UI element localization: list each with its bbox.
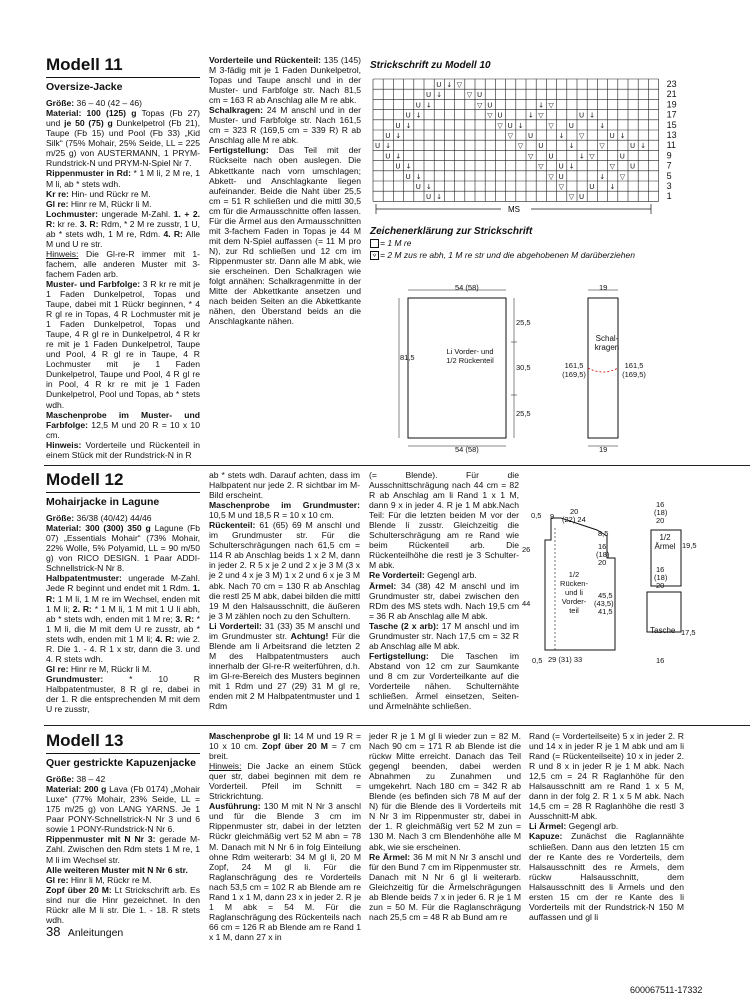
chart-symbol: U — [548, 152, 554, 161]
chart-symbol: U — [538, 142, 544, 151]
chart-symbol: ▽ — [497, 121, 503, 130]
chart-symbol: U — [568, 121, 574, 130]
s2-u: 19,5 — [682, 541, 697, 550]
s2-d: (22) 24 — [562, 515, 586, 524]
chart-symbol: U — [619, 152, 625, 161]
chart-symbol: ↓ — [426, 101, 432, 110]
s2-w: (18) — [654, 573, 668, 582]
decrease-symbol-icon: ⩒ — [370, 251, 379, 260]
s2-p: 29 (31) 33 — [548, 655, 583, 664]
s2-b: 9 — [550, 512, 555, 521]
footer — [46, 924, 123, 939]
chart-symbol: ▽ — [548, 172, 554, 181]
page-number: 38 — [46, 924, 61, 939]
s2-l: 45,5 — [598, 591, 613, 600]
page-code: 600067511-17332 — [630, 985, 703, 995]
chart-row-number: 1 — [666, 191, 672, 202]
m11-subtitle: Oversize-Jacke — [46, 80, 123, 93]
chart-symbol: ▽ — [528, 152, 534, 161]
chart-symbol: U — [579, 193, 585, 202]
chart-symbol: ↓ — [619, 132, 626, 140]
s2-e: 8,5 — [598, 529, 609, 538]
chart-symbol: U — [630, 162, 636, 171]
chart-symbol: ↓ — [640, 142, 647, 151]
section-name: Anleitungen — [67, 927, 124, 939]
chart-symbol: U — [558, 172, 564, 181]
s1-s1: 25,5 — [516, 318, 531, 327]
chart-symbol: U — [436, 81, 442, 89]
chart-symbol: ▽ — [538, 111, 544, 120]
m13-text-c2: Maschenprobe gl li: 14 M und 19 R = 10 x 10 cm. Zopf über 20 M = 7 cm breit. Hinweis: Die Jacke an einem Stück quer str, dabei beginnen mit dem re Vorderteil. Pfeil im Schnitt = Strickrichtung. Ausführung: 130 M mit N Nr 3 anschl und für die Blende 3 cm im Rippenmuster str, dabei in der letzten Rückr gleichmäßig vert 52 M abn = 78 M. Danach mit N Nr 6 in folg Einteilung ohne Rdm weiterarb: 34 M gl li, 20 M Zopf, 24 M gl li. Für die Raglanschrägung des re Vorderteils nach 53,5 cm = 102 R ab Blende am re Rand 1 x 1 M, dann 23 x in jeder 2. R je 1 M abk = 54 M. Für die Raglanschrägung des Rückenteils nach 66 cm = 126 R ab Blende am re Rand 1 x 1 M, dann 27 x in — [209, 731, 361, 942]
chart-symbol: U — [609, 132, 615, 140]
chart-symbol: ▽ — [507, 132, 513, 140]
s2-m: (43,5) — [594, 599, 614, 608]
chart-row-number: 3 — [666, 181, 672, 191]
chart-symbol: ↓ — [589, 111, 596, 120]
chart-symbol: ↓ — [426, 183, 432, 191]
s1-w-bot: 54 (58) — [455, 445, 479, 454]
chart-symbol: ↓ — [395, 132, 402, 140]
chart-symbol: U — [507, 121, 513, 130]
chart-symbol: ↓ — [599, 172, 606, 181]
chart-symbol: U — [558, 162, 564, 171]
s2-f: 16 — [598, 542, 607, 551]
chart-symbol: ▽ — [579, 132, 585, 140]
m12-text-c2: ab * stets wdh. Darauf achten, dass im Halbpatent nur jede 2. R sichtbar im M-Bild erscheint. Maschenprobe im Grundmuster: 10,5 M und 18,5 R = 10 x 10 cm. Rückenteil: 61 (65) 69 M anschl und im Grundmuster str. Für die Schulterschrägungen nach 61,5 cm = 114 R ab Anschlag beids 1 x 2 M, dann in jeder 2. R 5 x je 2 und 2 x je 3 M (3 x je 2 und 4 x je 3 M) 1 x 2 und 6 x je 3 M abk. Nach 70 cm = 130 R ab Anschlag die restl 25 M abk, dabei bilden die mittl 19 M den Halsausschnitt, die äußeren je 3 M zählen noch zu den Schultern. Li Vorderteil: 31 (33) 35 M anschl und im Grundmuster str. Achtung! Für die Blende am li Arbeitsrand die letzten 2 M des Halbpatentmusters auch innerhalb der Gl-re-R weiterführen, d.h. im Gl-re-Bereich des Musters beginnen mit 1 Rdm und 27 (29) 31 M gl re, enden mit 2 M Halbpatentmuster und 1 Rdm — [209, 470, 360, 712]
chart-ms: MS — [508, 205, 520, 214]
s2-aa: 16 — [656, 656, 665, 665]
m13-col1 — [46, 731, 200, 925]
legend-title: Zeichenerklärung zur Strickschrift — [370, 226, 533, 237]
chart-symbol: ▽ — [609, 162, 615, 171]
s1-s3: 25,5 — [516, 409, 531, 418]
chart-symbol: ↓ — [517, 121, 524, 130]
chart-symbol: U — [405, 172, 411, 181]
chart-symbol: ▽ — [568, 193, 575, 202]
chart-symbol: ↓ — [415, 111, 422, 120]
chart-row-number: 17 — [666, 109, 677, 120]
chart-symbol: U — [415, 183, 421, 191]
chart-symbol: ↓ — [385, 142, 392, 151]
s2-g: (18) — [596, 550, 610, 559]
m12-subtitle: Mohairjacke in Lagune — [46, 495, 160, 508]
chart-symbol: ▽ — [599, 142, 605, 151]
legend-item1: = 1 M re — [370, 239, 411, 249]
m12-title: Modell 12 — [46, 470, 124, 489]
chart-symbol: ↓ — [599, 121, 606, 130]
chart-symbol: U — [477, 91, 483, 100]
s2-o: 0,5 — [532, 656, 543, 665]
s1-kw-top: 19 — [599, 283, 608, 292]
knit-chart — [371, 77, 716, 217]
divider-2 — [44, 725, 750, 726]
m11-text-left: Größe: 36 – 40 (42 – 46) Material: 100 (125) g Topas (Fb 27) und je 50 (75) g Dunkelpetrol (Fb 21), Taupe (Fb 15) und Pool (Fb 33) „Kid Silk“ (75% Mohair, 25% Seide, LL = 225 m/25 g) von AUSTERMANN, 1 PRYM-Rundstrick-N und PRYM-N-Spiel Nr 7. Rippenmuster in Rd: * 1 M li, 2 M re, 1 M li, ab * stets wdh. Kr re: Hin- und Rückr re M. Gl re: Hinr re M, Rückr li M. Lochmuster: ungerade M-Zahl. 1. + 2. R: kr re. 3. R: Rdm, * 2 M re zusstr, 1 U, ab * stets wdh, 1 M re, Rdm. 4. R: Alle M und U re str. Hinweis: Die Gl-re-R immer mit 1-fachem, alle anderen Muster mit 3-fachem Faden arb. Muster- und Farbfolge: 3 R kr re mit je 1 Faden Dunkelpetrol, Topas und Taupe, dabei mit 1 Rückr beginnen, * 4 R gl re in Topas, 4 R Lochmuster mit je 1 Faden Dunkelpetrol, Topas und Taupe, 4 R gl re in Dunkelpetrol, 4 R kr re mit je 1 Faden Dunkelpetrol, Taupe und Pool, 4 R gl re in Taupe, 4 R Lochmuster mit je 1 Faden Dunkelpetrol, Taupe und Pool, 4 R gl re in Pool, 4 R kr re mit je 1 Faden Dunkelpetrol, Pool und Topas, ab * stets wdh. Maschenprobe im Muster- und Farbfolge: 12,5 M und 20 R = 10 x 10 cm. Hinweis: Vorderteile und Rückenteil in einem Stück mit der Rundstrick-N in R — [46, 98, 201, 460]
s1-s2: 30,5 — [516, 363, 531, 372]
s2-c: 20 — [570, 507, 579, 516]
s1-kh: 161,5 (169,5) — [562, 361, 586, 379]
chart-symbol: U — [579, 111, 585, 120]
chart-row-number: 5 — [666, 170, 672, 181]
s2-q: 16 — [656, 500, 665, 509]
m11-col2 — [209, 55, 361, 355]
chart-symbol: ↓ — [538, 101, 545, 110]
m13-subtitle: Quer gestrickte Kapuzenjacke — [46, 756, 196, 769]
chart-symbol: ↓ — [405, 162, 412, 171]
chart-row-number: 23 — [666, 79, 677, 89]
m11-col1 — [46, 55, 200, 463]
chart-row-number: 13 — [666, 130, 677, 140]
m13-text-c4: Rand (= Vorderteilseite) 5 x in jeder 2. R und 14 x in jeder R je 1 M abk und am li Rand (= Rückenteilseite) 10 x in jeder 2. R und 8 x in jeder R je 1 M abk. Nach 12,5 cm = 24 R Raglanhöhe für den Halsausschnitt am re Rand 1 x 5 M, dann in der folg 2. R 1 x 5 M abk. Nach 14,5 cm = 28 R Raglanhöhe die restl 3 Ausschnitt-M abk. Li Ärmel: Gegengl arb. Kapuze: Zunächst die Raglannähte schließen. Dann aus den letzten 15 cm der re Kante des re Vorderteils, dem Halsausschnitt des re Ärmels, dem rückw Halsausschnitt, dem Halsausschnitt des li Ärmels und den ersten 15 cm der re Kante des li Vorderteils mit der Rundstrick-N 150 M auffassen und gl li — [529, 731, 684, 922]
chart-row-number: 7 — [666, 160, 672, 171]
chart-symbol: U — [497, 111, 503, 120]
chart-symbol: ↓ — [528, 111, 534, 120]
chart-symbol: ↓ — [405, 121, 412, 130]
chart-symbol: U — [426, 193, 432, 202]
chart-symbol: ↓ — [558, 132, 565, 140]
chart-symbol: U — [415, 101, 421, 110]
s1-kw-bot: 19 — [599, 445, 608, 454]
chart-symbol: ▽ — [589, 152, 595, 161]
s1-kragen: Schal- kragen — [594, 334, 620, 353]
chart-symbol: ▽ — [619, 172, 626, 181]
chart-symbol: U — [375, 142, 381, 151]
legend-box-icon — [370, 239, 379, 248]
chart-symbol: U — [426, 91, 432, 100]
chart-symbol: U — [395, 162, 401, 171]
s2-k: 1/2 Rücken- und li Vorder- teil — [560, 570, 588, 615]
s2-h: 20 — [598, 558, 607, 567]
s2-a: 0,5 — [531, 511, 542, 520]
chart-row-number: 9 — [666, 150, 672, 161]
chart-symbol: ↓ — [568, 142, 575, 151]
chart-symbol: U — [385, 132, 391, 140]
m11-text-right: Vorderteile und Rückenteil: 135 (145) M 3-fädig mit je 1 Faden Dunkelpetrol, Topas und Taupe anschl und in der Muster- und Farbfolge str. Nach 81,5 cm = 163 R ab Anschlag alle M re abk. Schalkragen: 24 M anschl und in der Muster- und Farbfolge str. Nach 161,5 cm = 323 R (169,5 cm = 339 R) R ab Anschlag alle M re abk. Fertigstellung: Das Teil mit der Rückseite nach oben auslegen. Die Abkettkante nach vorn umschlagen; Abkett- und Anschlagkante liegen aufeinander. Beide die Naht über 25,5 cm = 51 R schließen und die mittl 30,5 cm für die Armausschnitte offen lassen. Für die Ärmel aus den Armausschnitten mit 3-fachem Faden in Topas je 44 M mit dem N-Spiel auffassen (= 11 M pro N), zur Rd schließen und 12 cm im Rippenmuster str. Dann alle M abk, wie sie erscheinen. Den Schalkragen wie folgt annähen: Schalkragenmitte in der Mitte der Abkettkante ansetzen und nach beiden Seiten an die Abkettkante nähen, den Überstand beids an die Anschlagkante nähen. — [209, 55, 361, 327]
s2-n: 41,5 — [598, 607, 613, 616]
m13-text-c1: Größe: 38 – 42 Material: 200 g Lava (Fb 0174) „Mohair Luxe“ (77% Mohair, 23% Seide, LL = 175 m/25 g) von LANG YARNS. Je 1 Paar PONY-Schnellstrick-N Nr 3 und 6 sowie 1 PONY-Rundstrick-N Nr 6. Rippenmuster mit N Nr 3: gerade M-Zahl. Zwischen den Rdm stets 1 M re, 1 M li im Wechsel str. Alle weiteren Muster mit N Nr 6 str. Gl re: Hinr li M, Rückr re M. Zopf über 20 M: Lt Strickschrift arb. Es sind nur die Hinr gezeichnet. In den Rückr alle M li str. Die 1. - 18. R stets wdh. — [46, 774, 200, 925]
divider-1 — [44, 465, 750, 466]
m13-col3 — [369, 731, 521, 922]
m13-col4 — [529, 731, 684, 922]
s2-i: 26 — [522, 545, 531, 554]
chart-symbol: U — [395, 121, 401, 130]
chart-row-number: 21 — [666, 89, 677, 100]
s2-y: Tasche — [650, 626, 676, 635]
chart-symbol: ▽ — [487, 111, 493, 120]
chart-symbol: ▽ — [548, 101, 554, 110]
chart-symbol: ↓ — [436, 91, 443, 100]
s1-piece: Li Vorder- und 1/2 Rückenteil — [446, 347, 494, 365]
chart-symbol: ▽ — [517, 142, 524, 151]
s2-s: 20 — [656, 516, 665, 525]
chart-row-number: 15 — [666, 119, 677, 130]
s2-t: 1/2 Ärmel — [654, 533, 676, 552]
schematic-m11 — [396, 280, 696, 460]
chart-symbol: ↓ — [568, 162, 575, 171]
s2-z: 17,5 — [681, 628, 696, 637]
chart-symbol: ↓ — [446, 81, 453, 89]
s1-kh2: 161,5 (169,5) — [622, 361, 646, 379]
chart-symbol: U — [589, 183, 595, 191]
chart-row-number: 11 — [666, 140, 676, 151]
chart-symbol: ↓ — [395, 152, 402, 161]
m13-text-c3: jeder R je 1 M gl li wieder zun = 82 M. Nach 90 cm = 171 R ab Blende ist die rückw Mitte erreicht. Danach das Teil gegengl beenden, dabei werden Abnahmen zu Zunahmen und umgekehrt. Nach 180 cm = 342 R ab Blende (es befinden sich 78 M auf der N) für die Blende des li Vorderteils mit N Nr 3 im Rippenmuster str, dabei in der 1. R gleichmäßig vert 52 M zun = 130 M. Nach 3 cm Blendenhöhe alle M abk, wie sie erscheinen. Re Ärmel: 36 M mit N Nr 3 anschl und für den Bund 7 cm im Rippenmuster str. Danach mit N Nr 6 gl li weiterarb. Gleichzeitig für die Ärmelschrägungen ab Blende beids 7 x in jeder 6. R je 1 M zun = 50 M. Für die Raglanschrägung nach 25,5 cm = 48 R ab Bund am re — [369, 731, 521, 922]
chart-symbol: ▽ — [477, 101, 483, 110]
s2-x: 20 — [656, 581, 665, 590]
m11-title: Modell 11 — [46, 55, 123, 74]
s2-j: 44 — [522, 599, 531, 608]
m13-title: Modell 13 — [46, 731, 124, 750]
s1-w-top: 54 (58) — [455, 283, 479, 292]
chart-symbol: U — [405, 111, 411, 120]
chart-symbol: ▽ — [466, 91, 473, 100]
m12-text-c3: (= Blende). Für die Ausschnittschrägung nach 44 cm = 82 R ab Anschlag am li Rand 1 x 1 M, dann 9 x in jeder 4. R je 1 M abk.Nach Teil: Für die letzten beiden M vor der Blende li zusstr. Gleichzeitig die Schulterschrägung am re Rand wie beim Rückenteil arb. Die Rückenteilhöhe die restl je 3 Schulter-M abk. Re Vorderteil: Gegengl arb. Ärmel: 34 (38) 42 M anschl und im Grundmuster str, dabei zwischen den RDm des MS stets wdh. Nach 19,5 cm = 36 R ab Anschlag alle M abk. Tasche (2 x arb): 17 M anschl und im Grundmuster str. Nach 17,5 cm = 32 R ab Anschlag alle M abk. Fertigstellung: Die Taschen im Abstand von 12 cm zur Saumkante und 8 cm zur Vorderteilkante auf die Vorderteile nähen. Schulternähte schließen. Ärmel einsetzen, Seiten- und Ärmelnähte schließen. — [369, 470, 519, 712]
chart-row-number: 19 — [666, 99, 677, 110]
chart-symbol: ▽ — [538, 162, 544, 171]
legend-item2: ⩒ = 2 M zus re abh, 1 M re str und die abgehobenen M darüberziehen — [370, 251, 635, 261]
s1-h: 81,5 — [400, 353, 415, 362]
chart-symbol: U — [528, 132, 534, 140]
chart-symbol: U — [385, 152, 391, 161]
s2-v: 16 — [656, 565, 665, 574]
chart-symbol: ↓ — [609, 183, 616, 191]
chart-symbol: ▽ — [456, 81, 462, 89]
m13-col2 — [209, 731, 361, 942]
chart-symbol: ▽ — [558, 183, 564, 191]
chart-symbol: U — [630, 142, 636, 151]
m12-text-c1: Größe: 36/38 (40/42) 44/46 Material: 300 (300) 350 g Lagune (Fb 07) „Essentials Mohair“ (73% Mohair, 22% Wolle, 5% Polyamid, LL = 90 m/50 g) von RICO DESIGN. 1 Paar ADDI-Schnellstrick-N Nr 8. Halbpatentmuster: ungerade M-Zahl. Jede R beginnt und endet mit 1 Rdm. 1. R: 1 M li, 1 M re im Wechsel, enden mit 1 M li; 2. R: * 1 M li, 1 M mit 1 U li abh, ab * stets wdh, enden mit 1 M re; 3. R: * 1 M li, die M mit dem U re zusstr, ab * stets wdh, enden mit 1 M li; 4. R: wie 2. R. Die 1. - 4. R 1 x str, dann die 3. und 4. R stets wdh. Gl re: Hinr re M, Rückr li M. Grundmuster: * 10 R Halbpatentmuster, 8 R gl re, dabei in der 1. R die entsprechenden M mit dem U re zusstr, — [46, 513, 201, 715]
s2-r: (18) — [654, 508, 668, 517]
chart-title: Strickschrift zu Modell 10 — [370, 60, 491, 71]
chart-symbol: ↓ — [579, 152, 585, 161]
chart-symbol: ↓ — [436, 193, 443, 202]
chart-symbol: ▽ — [548, 121, 554, 130]
chart-symbol: ↓ — [415, 172, 422, 181]
chart-symbol: U — [487, 101, 493, 110]
